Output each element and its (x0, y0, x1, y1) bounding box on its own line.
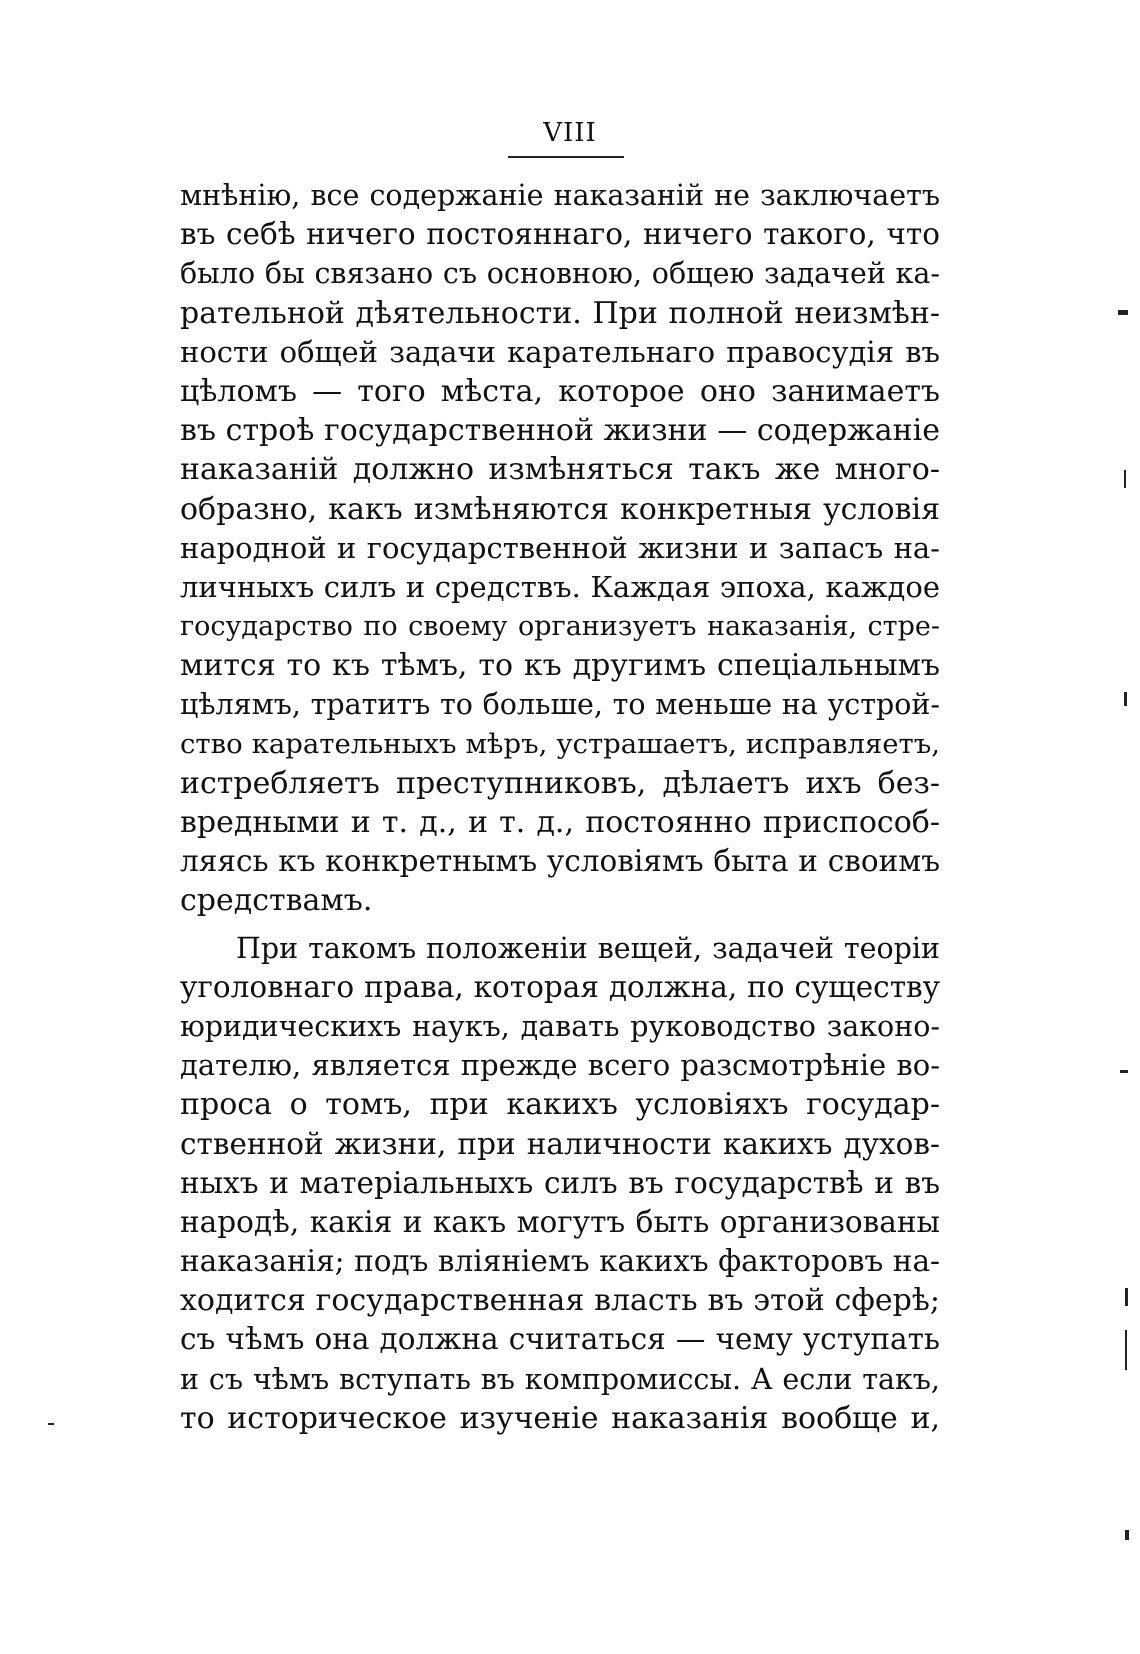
text-line: При такомъ положеніи вещей, задачей теоріи (236, 931, 940, 965)
text-line: ственной жизни, при наличности какихъ духов- (180, 1126, 940, 1161)
text-line: мнѣнію, все содержаніе наказаній не заключаетъ (180, 179, 940, 212)
scan-mark (1125, 1330, 1127, 1370)
scan-mark (1118, 310, 1128, 315)
text-line: цѣлямъ, тратитъ то больше, то меньше на устрой- (180, 688, 940, 722)
text-line: рательной дѣятельности. При полной неизмѣн- (180, 295, 940, 331)
scan-mark (1125, 1530, 1129, 1540)
paragraph-2 (180, 929, 940, 1438)
text-line: государство по своему организуетъ наказанія, стре- (180, 611, 940, 643)
text-line: народѣ, какія и какъ могутъ быть организованы (180, 1204, 940, 1239)
text-line: дателю, является прежде всего разсмотрѣніе во- (180, 1048, 940, 1083)
text-line: въ строѣ государственной жизни — содержаніе (180, 413, 940, 449)
text-line: ляясь къ конкретнымъ условіямъ быта и своимъ (180, 844, 940, 879)
text-line: истребляетъ преступниковъ, дѣлаетъ ихъ без- (180, 765, 940, 801)
text-line: проса о томъ, при какихъ условіяхъ государ- (180, 1087, 940, 1123)
scan-mark (48, 1423, 54, 1425)
text-line: ныхъ и матеріальныхъ силъ въ государствѣ и въ (180, 1165, 940, 1200)
text-line: ходится государственная власть въ этой сферѣ; (180, 1283, 940, 1319)
text-line: наказанія; подъ вліяніемъ какихъ факторовъ на- (180, 1244, 940, 1279)
text-line: наказаній должно измѣняться такъ же много- (180, 452, 940, 488)
scan-mark (1124, 470, 1126, 488)
text-line: народной и государственной жизни и запасъ на- (180, 530, 940, 565)
text-line: было бы связано съ основною, общею задачей ка- (180, 257, 940, 291)
scan-mark (1120, 1070, 1128, 1073)
text-line: съ чѣмъ она должна считаться — чему уступать (180, 1322, 940, 1357)
text-line: ности общей задачи карательнаго правосудія въ (180, 334, 940, 369)
text-line: личныхъ силъ и средствъ. Каждая эпоха, каждое (180, 569, 940, 604)
text-line: юридическихъ наукъ, давать руководство законо- (180, 1009, 940, 1043)
text-line: и съ чѣмъ вступать въ компромиссы. А если такъ, (180, 1362, 940, 1396)
text-line: мится то къ тѣмъ, то къ другимъ спеціальнымъ (180, 648, 940, 684)
text-line: средствамъ. (180, 883, 373, 919)
paragraph-gap (180, 921, 940, 929)
text-line: уголовнаго права, которая должна, по существу (180, 969, 940, 1004)
scan-mark (1124, 692, 1127, 706)
text-line: образно, какъ измѣняются конкретныя условія (180, 491, 940, 527)
paragraph-1 (180, 176, 940, 921)
text-line: то историческое изученіе наказанія вообще и, (180, 1400, 940, 1436)
text-line: въ себѣ ничего постояннаго, ничего такого, что (180, 217, 940, 252)
body-text (180, 176, 940, 1438)
text-line: вредными и т. д., и т. д., постоянно приспособ- (180, 805, 940, 840)
text-line: цѣломъ — того мѣста, которое оно занимаетъ (180, 373, 940, 409)
header-rule (508, 156, 624, 158)
text-line: ство карательныхъ мѣръ, устрашаетъ, исправляетъ, (180, 727, 940, 760)
scan-mark (1125, 1288, 1128, 1306)
page-number: VIII (543, 118, 597, 148)
